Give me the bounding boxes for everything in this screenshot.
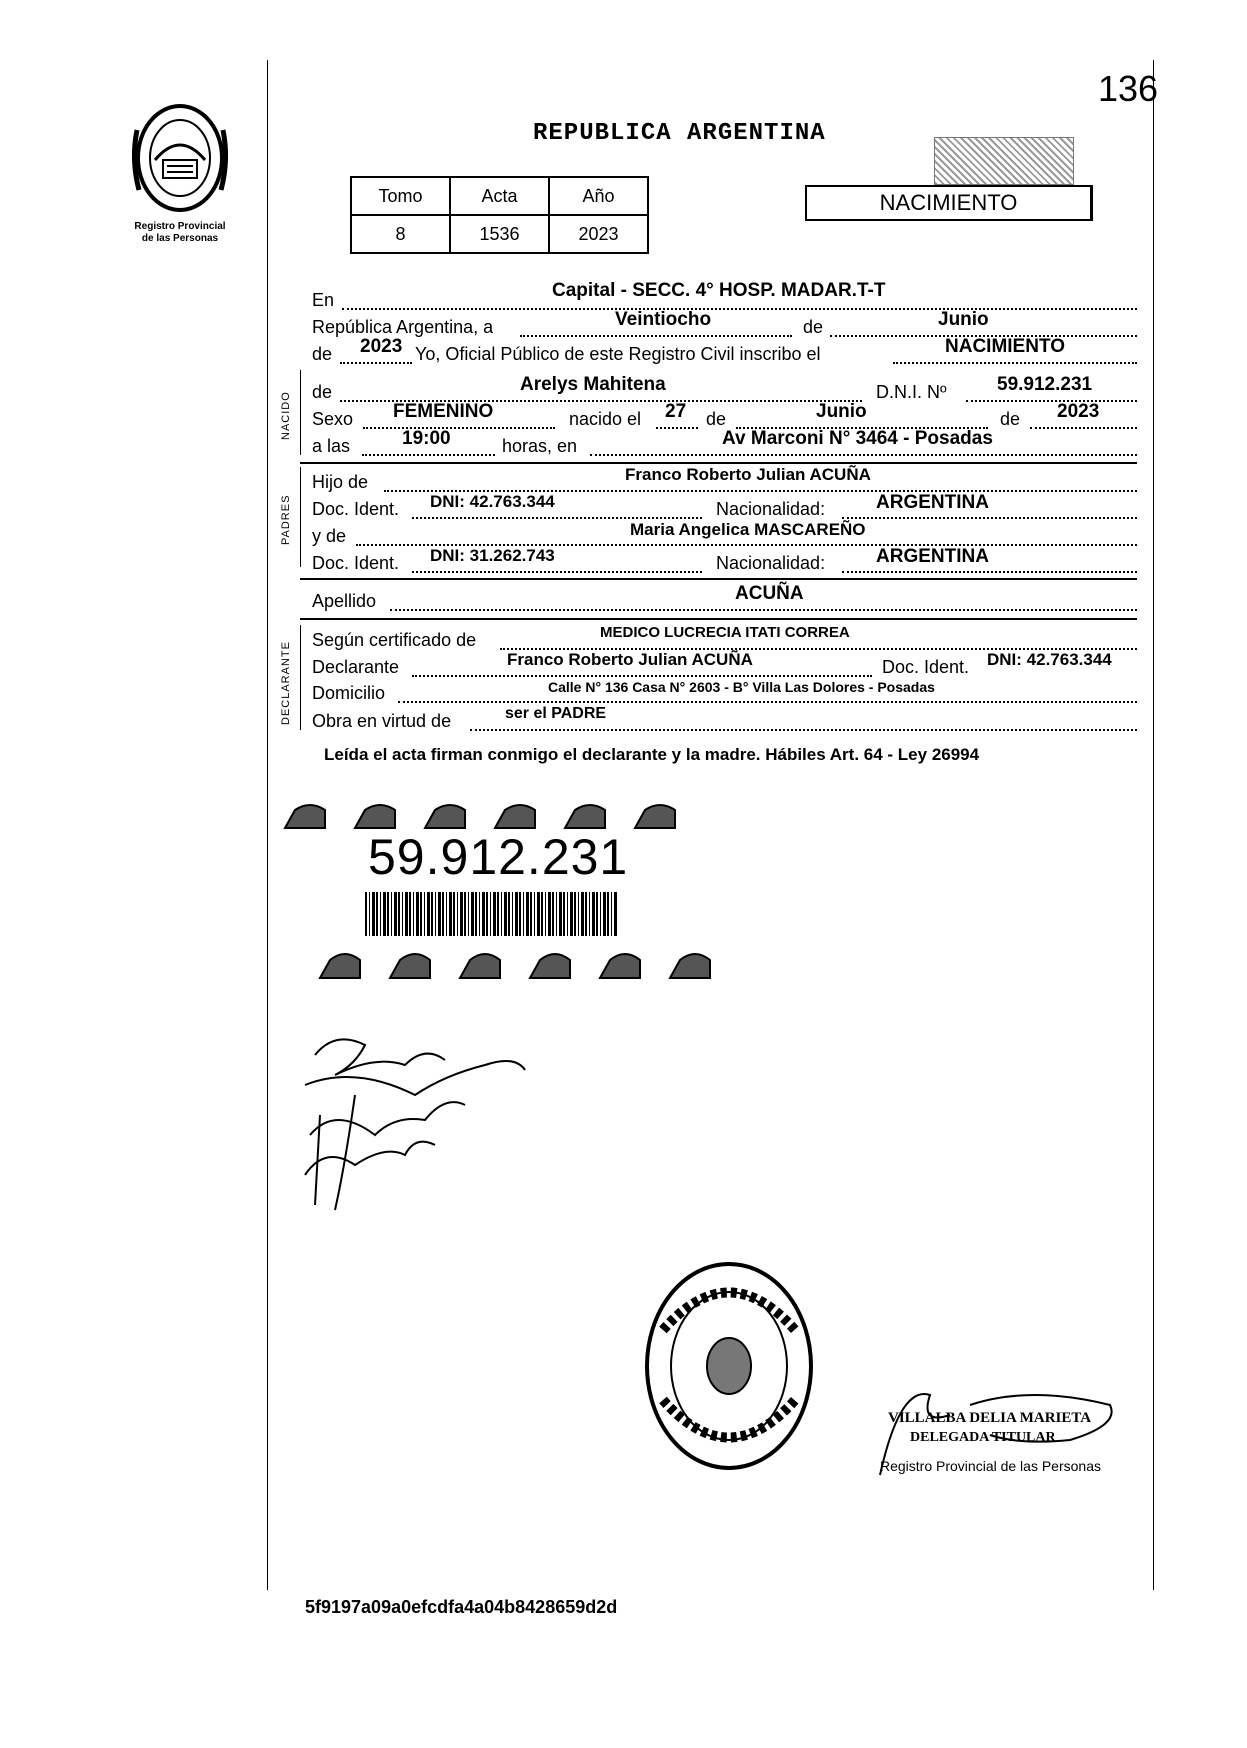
register-table — [350, 176, 649, 254]
left-margin-line — [267, 60, 268, 1590]
table-value-tomo: 8 — [351, 215, 450, 253]
document-title: REPUBLICA ARGENTINA — [533, 120, 826, 147]
label-doc-ident-1: Doc. Ident. — [312, 499, 400, 519]
official-org: Registro Provincial de las Personas — [880, 1458, 1101, 1474]
dots-apellido — [390, 609, 1137, 611]
divider-padres — [300, 578, 1137, 580]
value-apellido: ACUÑA — [735, 583, 804, 604]
logo-caption: Registro Provincial de las Personas — [134, 221, 226, 244]
section-label-declarante: DECLARANTE — [280, 641, 292, 725]
official-seal — [643, 1260, 815, 1472]
security-band-top — [270, 800, 720, 830]
right-margin-line — [1153, 60, 1154, 1590]
province-seal-icon — [125, 100, 235, 220]
security-band-bottom — [270, 948, 720, 980]
label-de-4: de — [706, 409, 727, 429]
dots-hora — [362, 454, 495, 456]
declarante-bracket — [300, 625, 301, 730]
official-name: VILLALBA DELIA MARIETA — [888, 1410, 1092, 1426]
nacido-bracket — [300, 370, 301, 455]
dots-padre-doc — [412, 517, 702, 519]
table-header-acta: Acta — [450, 177, 549, 215]
dots-nac-dia — [656, 427, 698, 429]
label-segun: Según certificado de — [312, 630, 477, 650]
value-lugar-nac: Av Marconi N° 3464 - Posadas — [722, 428, 993, 449]
label-nacionalidad-1: Nacionalidad: — [716, 499, 826, 519]
value-domicilio: Calle N° 136 Casa N° 2603 - B° Villa Las Dolores - Posadas — [548, 679, 935, 695]
document-type: NACIMIENTO — [879, 190, 1018, 215]
label-y-de: y de — [312, 526, 347, 546]
value-padre-doc: DNI: 42.763.344 — [430, 492, 555, 511]
label-de-3: de — [312, 382, 333, 402]
value-obra: ser el PADRE — [505, 705, 607, 722]
barcode — [365, 892, 617, 936]
label-de-2: de — [312, 344, 333, 364]
padres-bracket — [300, 467, 301, 567]
page-number: 136 — [1098, 68, 1159, 109]
table-header-tomo: Tomo — [351, 177, 450, 215]
official-role: DELEGADA TITULAR — [910, 1430, 1056, 1445]
document-type-box — [805, 185, 1093, 221]
value-sexo: FEMENINO — [393, 401, 494, 422]
divider-apellido — [300, 618, 1137, 620]
value-declarante: Franco Roberto Julian ACUÑA — [507, 650, 753, 669]
value-nac-dia: 27 — [665, 401, 687, 422]
table-header-anio: Año — [549, 177, 648, 215]
value-dia: Veintiocho — [615, 309, 712, 330]
value-nombre: Arelys Mahitena — [520, 374, 666, 395]
dots-anio — [340, 362, 412, 364]
value-padre-nac: ARGENTINA — [876, 492, 989, 513]
dots-dia — [520, 335, 792, 337]
value-anio: 2023 — [360, 336, 403, 357]
value-padre: Franco Roberto Julian ACUÑA — [625, 465, 871, 484]
table-value-anio: 2023 — [549, 215, 648, 253]
label-yo: Yo, Oficial Público de este Registro Civil inscribo el — [415, 344, 821, 364]
value-certificado: MEDICO LUCRECIA ITATI CORREA — [600, 624, 850, 641]
label-hijo-de: Hijo de — [312, 472, 369, 492]
value-madre-doc: DNI: 31.262.743 — [430, 546, 555, 565]
label-declarante: Declarante — [312, 657, 400, 677]
label-domicilio: Domicilio — [312, 683, 386, 703]
value-hora: 19:00 — [402, 428, 451, 449]
document-hash: 5f9197a09a0efcdfa4a04b8428659d2d — [305, 1597, 618, 1617]
label-obra: Obra en virtud de — [312, 711, 452, 731]
dots-madre-nac — [842, 571, 1137, 573]
label-nacionalidad-2: Nacionalidad: — [716, 553, 826, 573]
dots-nac-anio — [1030, 427, 1137, 429]
label-doc-ident-3: Doc. Ident. — [882, 657, 970, 677]
value-nac-mes: Junio — [816, 401, 867, 422]
dots-tipo — [893, 362, 1137, 364]
dots-obra — [470, 729, 1137, 731]
value-mes: Junio — [938, 309, 989, 330]
label-sexo: Sexo — [312, 409, 354, 429]
label-de-1: de — [803, 317, 824, 337]
divider-nacido — [300, 462, 1137, 464]
closing-statement: Leída el acta firman conmigo el declarante y la madre. Hábiles Art. 64 - Ley 26994 — [324, 745, 980, 764]
dni-large: 59.912.231 — [368, 829, 629, 885]
label-de-5: de — [1000, 409, 1021, 429]
label-horas-en: horas, en — [502, 436, 578, 456]
dots-lugar-nac — [590, 454, 1137, 456]
value-madre-nac: ARGENTINA — [876, 546, 989, 567]
dots-sexo — [363, 427, 555, 429]
value-declarante-doc: DNI: 42.763.344 — [987, 650, 1112, 669]
value-tipo: NACIMIENTO — [945, 336, 1065, 357]
label-en: En — [312, 290, 335, 310]
label-dni: D.N.I. Nº — [876, 382, 947, 402]
section-label-padres: PADRES — [280, 494, 292, 545]
official-seal-icon — [643, 1260, 815, 1472]
dots-en — [342, 308, 1137, 310]
dots-padre-nac — [842, 517, 1137, 519]
handwritten-signature-icon — [295, 1025, 535, 1215]
signatures — [295, 1025, 535, 1215]
label-republica: República Argentina, a — [312, 317, 494, 337]
label-doc-ident-2: Doc. Ident. — [312, 553, 400, 573]
dots-dni — [966, 400, 1137, 402]
value-lugar: Capital - SECC. 4° HOSP. MADAR.T-T — [552, 280, 886, 301]
label-nacido-el: nacido el — [569, 409, 642, 429]
section-label-nacido: NACIDO — [280, 391, 292, 440]
dots-madre-doc — [412, 571, 702, 573]
registration-stamp — [934, 137, 1074, 185]
label-apellido: Apellido — [312, 591, 377, 611]
dots-declarante — [412, 675, 872, 677]
dots-domicilio — [398, 701, 1137, 703]
value-nac-anio: 2023 — [1057, 401, 1100, 422]
province-logo — [125, 100, 235, 220]
table-value-acta: 1536 — [450, 215, 549, 253]
value-dni: 59.912.231 — [997, 374, 1093, 395]
label-a-las: a las — [312, 436, 351, 456]
value-madre: Maria Angelica MASCAREÑO — [630, 520, 866, 539]
